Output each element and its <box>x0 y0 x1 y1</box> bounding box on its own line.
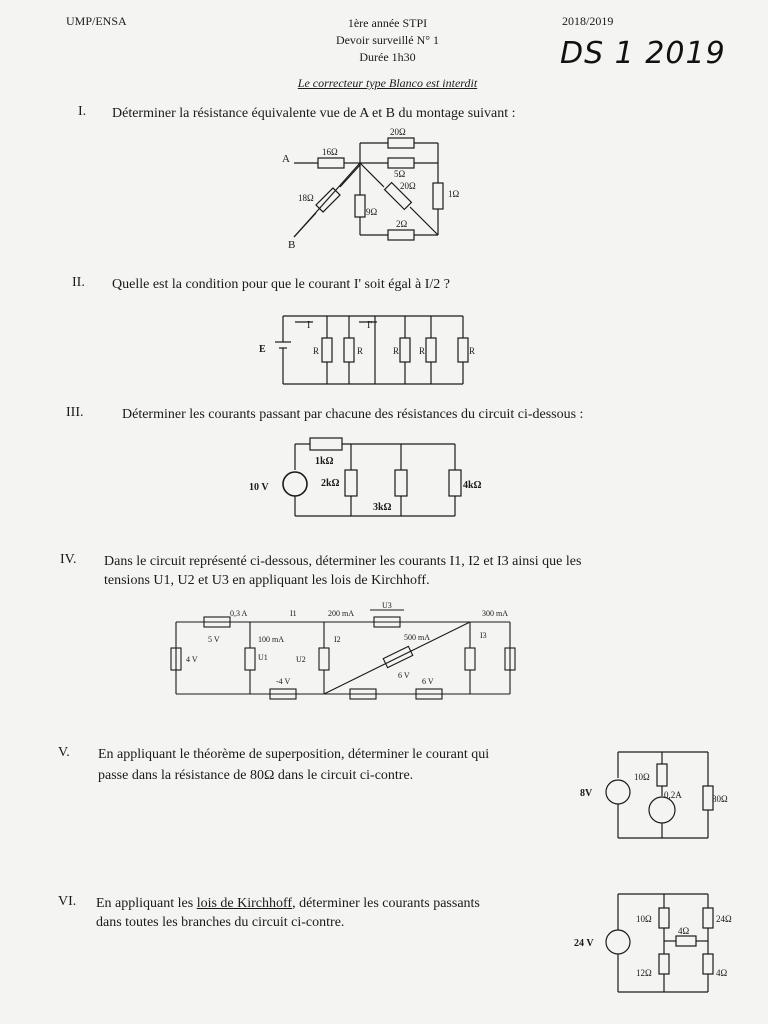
resistor-10 <box>659 908 669 928</box>
label-u3: U3 <box>382 601 392 610</box>
label-0-3a: 0,3 A <box>230 609 248 618</box>
label-u2: U2 <box>296 655 306 664</box>
label-5ohm: 5Ω <box>394 169 406 179</box>
resistor-branch-5 <box>458 316 468 384</box>
resistor-10 <box>657 764 667 786</box>
label-4k: 4kΩ <box>463 480 482 491</box>
question-4-text-line-2: tensions U1, U2 et U3 en appliquant les lois de Kirchhoff. <box>104 573 430 588</box>
label-10ohm: 10Ω <box>634 772 650 782</box>
question-6-text-part-b: lois de Kirchhoff <box>196 896 293 911</box>
question-6-number: VI. <box>58 894 77 909</box>
source-10v-label: 10 V <box>249 482 269 493</box>
resistor-r-label-4: R <box>419 346 426 356</box>
question-5-number: V. <box>58 745 70 760</box>
circuit-1-diagram <box>280 125 465 250</box>
circuit-2-diagram <box>255 308 480 390</box>
label-80ohm: 80Ω <box>712 794 728 804</box>
label-10ohm: 10Ω <box>636 914 652 924</box>
label-6v-diag: 6 V <box>398 671 410 680</box>
header-duration: Durée 1h30 <box>359 50 416 64</box>
header-exam-title: Devoir surveillé N° 1 <box>335 33 440 47</box>
resistor-4-vertical <box>703 954 713 974</box>
label-i2: I2 <box>334 635 341 644</box>
question-2-text: Quelle est la condition pour que le courant I' soit égal à I/2 ? <box>112 277 451 292</box>
resistor-branch-3 <box>400 316 410 384</box>
header-school: UMP/ENSA <box>66 14 127 28</box>
resistor-r-label-1: R <box>313 346 320 356</box>
resistor-4-horizontal <box>676 936 696 946</box>
resistor-1k <box>310 438 342 450</box>
resistor-u1 <box>245 648 255 670</box>
node-b-label: B <box>288 239 296 250</box>
label-1k: 1kΩ <box>315 456 334 467</box>
source-8v-label: 8V <box>580 788 593 799</box>
resistor-r-label-3: R <box>393 346 400 356</box>
label-5v: 5 V <box>208 635 220 644</box>
resistor-r-label-2: R <box>357 346 364 356</box>
label-300ma: 300 mA <box>482 609 508 618</box>
label-9ohm: 9Ω <box>366 207 378 217</box>
label-18ohm: 18Ω <box>298 193 314 203</box>
resistor-12 <box>659 954 669 974</box>
label-16ohm: 16Ω <box>322 147 338 157</box>
question-6-text-part-c: , déterminer les courants passants <box>292 896 480 911</box>
current-i-label: I <box>307 320 311 331</box>
question-6-text-line-1 <box>96 894 480 913</box>
question-4-text-line-1: Dans le circuit représenté ci-dessous, déterminer les courants I1, I2 et I3 ainsi que les <box>104 554 582 569</box>
label-i3: I3 <box>480 631 487 640</box>
label-24ohm: 24Ω <box>716 914 732 924</box>
resistor-2 <box>388 230 414 240</box>
resistor-u2 <box>319 648 329 670</box>
question-6-text-line-2: dans toutes les branches du circuit ci-contre. <box>96 915 345 930</box>
label-4ohm-vertical: 4Ω <box>716 968 728 978</box>
label-2ohm: 2Ω <box>396 219 408 229</box>
label-200ma: 200 mA <box>328 609 354 618</box>
source-24v-label: 24 V <box>574 938 594 949</box>
label-u1: U1 <box>258 653 268 662</box>
label-20ohm-top: 20Ω <box>390 127 406 137</box>
question-6-text-part-a: En appliquant les <box>96 896 197 911</box>
current-source-0-2a <box>649 797 675 823</box>
label-2k: 2kΩ <box>321 478 340 489</box>
voltage-source-24v <box>606 930 630 954</box>
question-5-text-line-1: En appliquant le théorème de superposition, déterminer le courant qui <box>98 747 490 762</box>
resistor-branch-2 <box>344 316 354 384</box>
resistor-3k <box>395 470 407 496</box>
voltage-source <box>283 472 307 496</box>
label-i1: I1 <box>290 609 297 618</box>
source-e-label: E <box>259 344 266 355</box>
question-1-number: I. <box>78 104 87 119</box>
label-12ohm: 12Ω <box>636 968 652 978</box>
handwritten-annotation: DS 1 2019 <box>560 36 726 71</box>
label-500ma: 500 mA <box>404 633 430 642</box>
resistor-2k <box>345 470 357 496</box>
label-4ohm-horizontal: 4Ω <box>678 926 690 936</box>
resistor-branch-1 <box>322 316 332 384</box>
resistor-4k <box>449 470 461 496</box>
question-5-text-line-2: passe dans la résistance de 80Ω dans le circuit ci-contre. <box>98 768 414 783</box>
circuit-6-diagram <box>568 884 746 1002</box>
header-notice: Le correcteur type Blanco est interdit <box>297 76 478 90</box>
label-0-2a: 0,2A <box>664 790 682 800</box>
resistor-1 <box>433 183 443 209</box>
header-academic-year: 2018/2019 <box>562 14 614 28</box>
resistor-24 <box>703 908 713 928</box>
label-3k: 3kΩ <box>373 502 392 513</box>
resistor-9 <box>355 195 365 217</box>
question-3-number: III. <box>66 405 84 420</box>
node-a-label: A <box>282 153 290 165</box>
resistor-5 <box>388 158 414 168</box>
question-1-text: Déterminer la résistance équivalente vue de A et B du montage suivant : <box>112 106 516 121</box>
question-2-number: II. <box>72 275 85 290</box>
label-100ma: 100 mA <box>258 635 284 644</box>
current-iprime-label: I' <box>367 320 373 331</box>
label-1ohm: 1Ω <box>448 189 460 199</box>
circuit-4-diagram <box>160 598 530 704</box>
resistor-16 <box>318 158 344 168</box>
resistor-i3 <box>465 648 475 670</box>
label-4v: 4 V <box>186 655 198 664</box>
resistor-branch-4 <box>426 316 436 384</box>
resistor-20a <box>388 138 414 148</box>
label-20ohm-diag: 20Ω <box>400 181 416 191</box>
circuit-3-diagram <box>245 430 495 520</box>
question-3-text: Déterminer les courants passant par chacune des résistances du circuit ci-dessous : <box>122 407 584 422</box>
question-4-number: IV. <box>60 552 77 567</box>
header-year-level: 1ère année STPI <box>347 16 428 30</box>
label-6v-bottom: 6 V <box>422 677 434 686</box>
resistor-r-label-5: R <box>469 346 476 356</box>
label-minus-4v: -4 V <box>276 677 291 686</box>
circuit-5-diagram <box>572 742 742 848</box>
voltage-source-8v <box>606 780 630 804</box>
